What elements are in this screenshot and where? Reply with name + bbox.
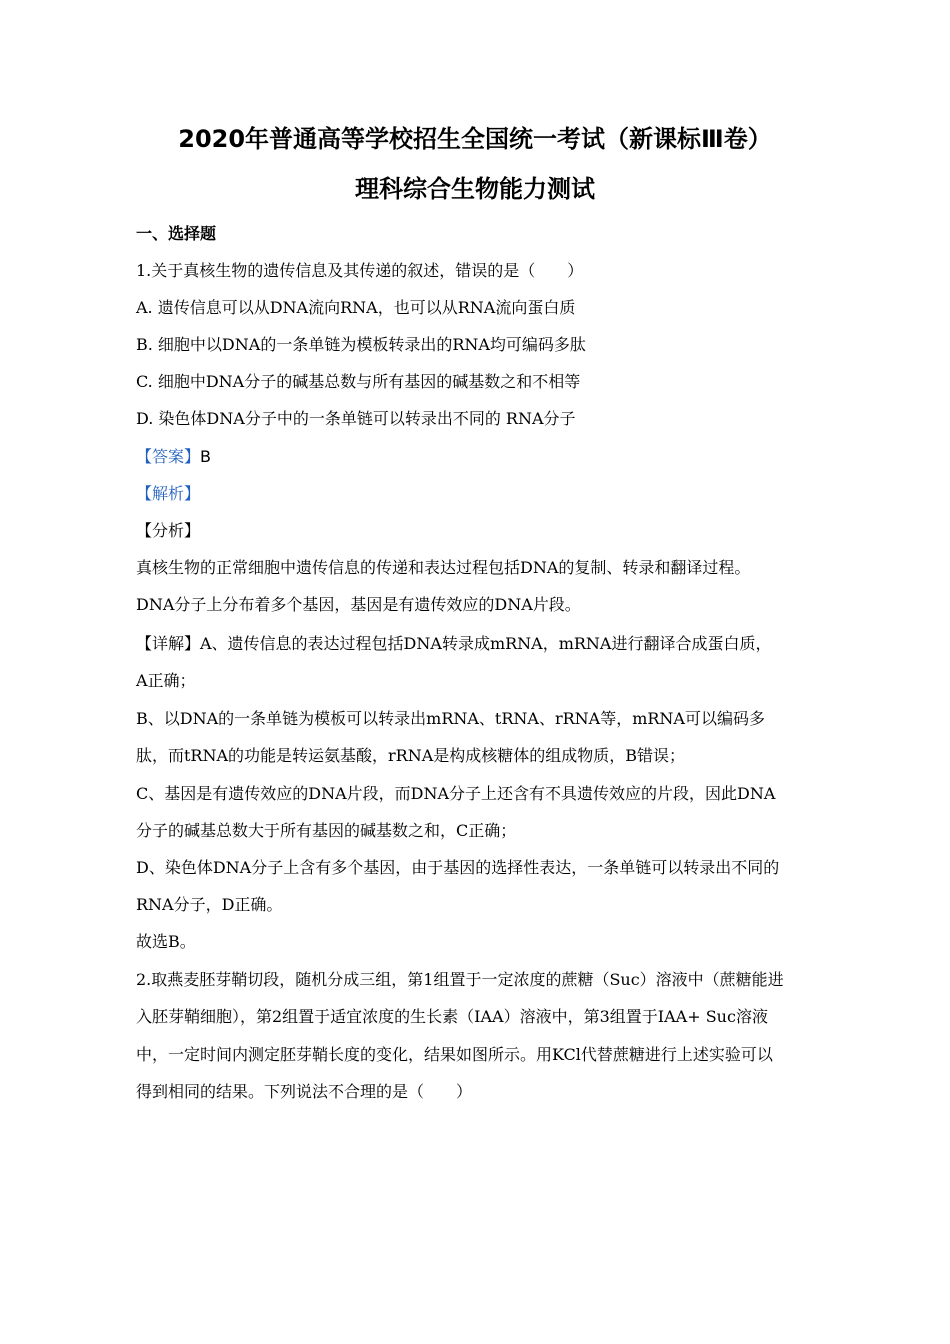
explanation-line: D、染色体DNA分子上含有多个基因，由于基因的选择性表达，一条单链可以转录出不同的 [136, 858, 780, 877]
answer-value: B [200, 447, 211, 466]
explanation-line: 真核生物的正常细胞中遗传信息的传递和表达过程包括DNA的复制、转录和翻译过程。 [136, 558, 751, 577]
explanation-line: C、基因是有遗传效应的DNA片段，而DNA分子上还含有不具遗传效应的片段，因此DNA [136, 784, 776, 803]
question-1-option-b: B. 细胞中以DNA的一条单链为模板转录出的RNA均可编码多肽 [136, 335, 586, 354]
question-1-stem: 1.关于真核生物的遗传信息及其传递的叙述，错误的是（ ） [136, 261, 584, 280]
question-1-option-c: C. 细胞中DNA分子的碱基总数与所有基因的碱基数之和不相等 [136, 372, 581, 391]
answer-label: 【答案】 [136, 447, 201, 466]
question-2-stem-line: 中，一定时间内测定胚芽鞘长度的变化，结果如图所示。用KCl代替蔗糖进行上述实验可以 [136, 1045, 773, 1064]
question-2-stem-line: 得到相同的结果。下列说法不合理的是（ ） [136, 1082, 473, 1101]
section-heading: 一、选择题 [136, 224, 217, 243]
explanation-line: A正确； [136, 671, 196, 690]
question-1-option-d: D. 染色体DNA分子中的一条单链可以转录出不同的 RNA分子 [136, 409, 576, 428]
question-2-stem-line: 入胚芽鞘细胞），第2组置于适宜浓度的生长素（IAA）溶液中，第3组置于IAA+ Suc溶液 [136, 1007, 768, 1026]
question-2-stem-line: 2.取燕麦胚芽鞘切段，随机分成三组，第1组置于一定浓度的蔗糖（Suc）溶液中（蔗糖能进 [136, 970, 784, 989]
explanation-line: 【详解】A、遗传信息的表达过程包括DNA转录成mRNA，mRNA进行翻译合成蛋白质， [136, 634, 772, 653]
analysis-label: 【解析】 [136, 484, 201, 503]
question-1-option-a: A. 遗传信息可以从DNA流向RNA，也可以从RNA流向蛋白质 [136, 298, 576, 317]
question-1-answer [136, 445, 826, 469]
explanation-line: B、以DNA的一条单链为模板可以转录出mRNA、tRNA、rRNA等，mRNA可以编码多 [136, 709, 765, 728]
fenxi-label: 【分析】 [136, 521, 201, 540]
document-title-line1: 2020年普通高等学校招生全国统一考试（新课标Ⅲ卷） [178, 125, 772, 153]
explanation-line: DNA分子上分布着多个基因，基因是有遗传效应的DNA片段。 [136, 595, 581, 614]
explanation-conclusion: 故选B。 [136, 932, 196, 951]
explanation-line: 肽，而tRNA的功能是转运氨基酸，rRNA是构成核糖体的组成物质，B错误； [136, 746, 686, 765]
explanation-line: 分子的碱基总数大于所有基因的碱基数之和，C正确； [136, 821, 517, 840]
explanation-line: RNA分子，D正确。 [136, 895, 283, 914]
document-title-line2: 理科综合生物能力测试 [355, 175, 595, 203]
